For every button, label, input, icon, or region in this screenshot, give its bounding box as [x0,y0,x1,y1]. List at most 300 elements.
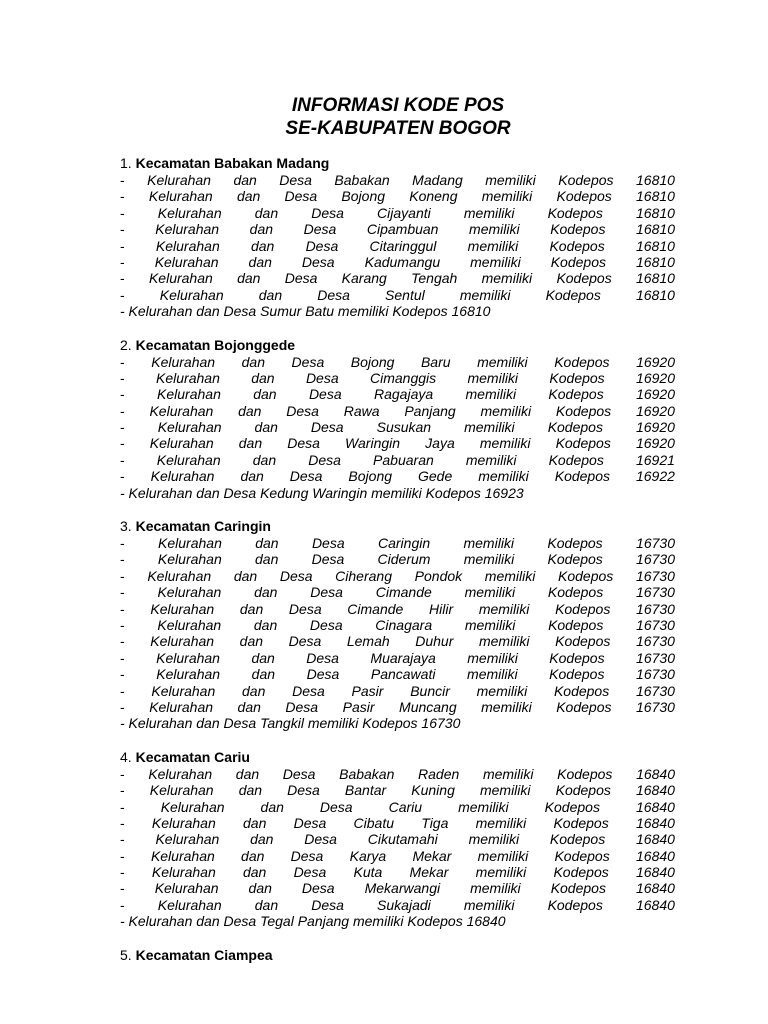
list-item-word: memiliki [479,435,531,452]
list-item-word: Kelurahan [150,847,215,864]
list-item-word: Desa [303,221,337,238]
list-item-word: Cinagara [375,616,433,633]
list-item-word: Kelurahan [147,172,211,188]
list-item-word: dan [238,402,262,419]
list-item-word: dan [243,814,267,831]
list-item-word: Citaringgul [369,237,437,254]
list-item [120,370,675,386]
list-item-word: 16730 [636,551,675,568]
list-item-word: Sukajadi [377,896,431,913]
list-item-word: - [120,682,125,699]
list-item-word: - [120,584,125,601]
list-item-word: - [120,798,125,815]
list-item [120,633,675,649]
list-item-word: Kodepos [548,386,604,403]
list-item-word: - [120,633,125,650]
list-item [120,782,675,798]
list-item-word: memiliki [477,847,529,864]
list-item-word: Caringin [377,535,431,552]
list-item-word: dan [260,798,284,815]
list-item-word: Kodepos [548,451,604,468]
list-item-word: Kelurahan [148,270,213,287]
list-item-word: dan [238,435,263,452]
list-item-word: dan [239,633,264,650]
document-title-line-1: INFORMASI KODE POS [291,95,505,116]
list-item-word: 16810 [635,204,675,221]
list-item [120,403,675,419]
list-item-word: Muarajaya [370,649,436,666]
list-item-word: memiliki [464,419,515,436]
list-item-word: 16730 [636,666,675,683]
list-item-word: - [120,369,125,386]
list-item-word: dan [254,896,279,913]
list-item-word: dan [252,451,277,468]
list-item [120,172,675,188]
list-item-word: memiliki [478,600,530,617]
list-item-word: 16920 [636,369,675,386]
list-item-last: - Kelurahan dan Desa Kedung Waringin memiliki Kodepos 16923 [120,484,524,501]
list-item-word: Desa [306,649,339,666]
list-item-word: Kadumangu [364,253,441,270]
list-item-word: dan [242,682,266,699]
list-item-word: Kodepos [554,353,610,370]
list-item-word: Kelurahan [150,600,215,617]
list-item-word: Desa [305,369,339,386]
list-item-word: Kodepos [549,369,605,386]
list-item-word: - [120,253,125,270]
list-item-word: dan [250,831,274,848]
list-item-word: - [120,402,125,419]
list-item-word: Karya [349,847,387,864]
list-item-word: Waringin [345,435,401,452]
list-item-word: memiliki [478,633,530,650]
list-item-word: Kelurahan [158,535,222,552]
list-item-word: Cimande [375,584,432,601]
list-item-word: Kuta [353,864,383,881]
list-item-word: Mekarwangi [364,880,441,897]
list-item-word: Kelurahan [157,616,222,633]
list-item-word: Kodepos [547,419,603,436]
list-item-word: 16810 [636,253,675,270]
list-item-word: Kelurahan [156,649,220,666]
list-item [120,848,675,864]
list-item-word: - [120,270,125,287]
list-item-word: - [120,237,125,254]
section-name: Kecamatan Bojonggede [135,336,296,353]
list-item-word: 16730 [635,633,675,650]
list-item-word: dan [237,270,261,287]
list-item [120,584,675,600]
list-item-word: Kodepos [547,896,603,913]
list-item-word: memiliki [482,765,534,782]
list-item-word: memiliki [481,698,532,715]
list-item-word: Desa [305,237,339,254]
list-item-word: Desa [311,535,345,552]
list-item-word: Jaya [425,435,455,452]
list-item-word: Desa [282,765,316,782]
list-item-last: - Kelurahan dan Desa Tegal Panjang memiliki Kodepos 16840 [120,913,506,930]
section-heading [120,337,675,354]
list-item-word: Pondok [414,567,463,584]
list-item-word: Raden [418,765,460,782]
section-name: Kecamatan Cariu [135,748,250,765]
list-item-word: Tengah [411,270,458,287]
list-item-word: dan [251,369,275,386]
list-item-word: Mekar [412,847,452,864]
list-item-word: - [120,188,125,205]
list-item-word: dan [254,584,278,601]
list-item-word: memiliki [479,782,531,799]
list-item-word: Kodepos [544,798,600,815]
list-item-word: Ragajaya [373,386,434,403]
list-item-word: - [120,765,125,782]
list-item-word: Kodepos [555,402,612,419]
list-item-last: - Kelurahan dan Desa Sumur Batu memiliki Kodepos 16810 [120,303,491,320]
list-item-word: 16810 [636,270,675,287]
list-item [120,468,675,484]
list-item-word: Pancawati [370,666,436,683]
list-item-word: 16730 [635,682,675,699]
list-item-word: Panjang [404,402,456,419]
list-item-word: Desa [292,682,325,699]
section-number: 2. [120,336,132,353]
list-item-word: Kodepos [550,221,606,238]
section-heading [120,518,675,535]
list-item-word: Desa [317,286,350,303]
list-item-word: Desa [279,567,313,584]
list-item [120,386,675,402]
list-item [120,551,675,567]
list-item-word: Kodepos [550,880,606,897]
list-item [120,435,675,451]
list-item-word: memiliki [458,798,509,815]
list-item-word: Kodepos [555,633,611,650]
list-item-word: Ciherang [335,567,392,584]
list-item [120,683,675,699]
list-item [120,188,675,204]
list-item-word: memiliki [475,864,527,881]
list-item-word: 16730 [636,649,675,666]
list-item-word: Desa [304,831,337,848]
list-item-word: Desa [284,270,318,287]
list-item-word: Bojong [341,188,386,205]
list-item-word: Kelurahan [149,698,214,715]
list-item-word: dan [248,880,272,897]
list-item-word: Kelurahan [157,419,222,436]
list-item-word: Duhur [415,633,454,650]
list-item-word: Madang [412,172,463,188]
section-heading [120,155,675,172]
list-item [120,666,675,682]
list-item-word: Kelurahan [151,353,216,370]
list-item-word: Kodepos [547,204,603,221]
list-item-word: 16920 [635,435,675,452]
list-item-word: 16920 [636,353,675,370]
list-item-word: dan [251,649,275,666]
list-item-word: Muncang [399,698,457,715]
list-item-word: Baru [420,353,451,370]
list-item-word: - [120,831,125,848]
list-item-word: 16840 [636,765,675,782]
list-item-word: Bojong [350,353,395,370]
list-item-word: Kodepos [555,782,611,799]
list-item-word: Kodepos [556,698,612,715]
list-item-word: dan [236,188,261,205]
list-item-word: Kodepos [553,814,609,831]
list-item-word: Kelurahan [155,221,220,238]
list-item-word: Kodepos [558,567,614,584]
list-item-word: - [120,435,125,452]
list-item-word: Rawa [343,402,380,419]
list-item-word: 16810 [636,172,675,188]
list-item-word: memiliki [481,188,533,205]
list-item-word: Pabuaran [373,451,434,468]
list-item-word: Cipambuan [366,221,439,238]
list-item-word: Koneng [409,188,458,205]
section-number: 4. [120,748,132,765]
list-item-word: Cariu [388,798,423,815]
list-item-word: - [120,616,125,633]
list-item-word: Kodepos [545,286,601,303]
list-item [120,799,675,815]
list-item-word: - [120,468,125,485]
list-item [120,419,675,435]
list-item [120,815,675,831]
list-item-word: Ciderum [377,551,431,568]
list-item-word: 16840 [635,880,675,897]
list-item-word: dan [242,864,267,881]
list-item [120,354,675,370]
list-item-word: Kodepos [558,172,614,188]
list-item-word: Kelurahan [156,451,221,468]
list-item-word: Bantar [344,782,387,799]
list-item-word: Karang [341,270,387,287]
list-item-word: dan [241,353,265,370]
list-item-word: - [120,880,125,897]
section-name: Kecamatan Babakan Madang [135,155,330,171]
list-item-word: Kelurahan [151,814,216,831]
list-item-word: - [120,896,125,913]
list-item-word: 16730 [636,535,675,552]
list-item-word: Kodepos [547,551,603,568]
list-item-word: 16810 [636,188,675,205]
list-item-word: Kodepos [557,765,613,782]
list-item [120,617,675,633]
section-spacer [120,320,675,337]
list-item-word: Kelurahan [155,237,220,254]
list-item-word: Kelurahan [156,369,220,386]
list-item-word: Desa [279,172,312,188]
section-number: 1. [120,155,132,171]
list-item-word: dan [253,386,277,403]
list-item-word: Desa [308,451,341,468]
list-item-word: Cibatu [353,814,395,831]
list-item-word: Desa [290,847,324,864]
section-heading [120,749,675,766]
list-item-word: Kodepos [549,237,605,254]
list-item-word: - [120,847,125,864]
list-item-word: dan [254,419,278,436]
list-item [120,880,675,896]
list-item-word: Kodepos [549,666,605,683]
list-item-word: Kodepos [554,468,611,485]
list-item-word: memiliki [478,468,529,485]
list-item-word: Kelurahan [149,782,214,799]
list-item [120,270,675,286]
list-item-word: Desa [311,204,344,221]
list-item-word: Pasir [342,698,375,715]
list-item-word: memiliki [464,616,516,633]
list-item-word: dan [240,468,264,485]
list-item-word: - [120,666,125,683]
list-item-word: dan [251,666,276,683]
list-item-word: Desa [291,353,325,370]
list-item-word: Babakan [339,765,395,782]
list-item-word: Kelurahan [149,402,214,419]
list-item-word: Kelurahan [157,896,222,913]
list-item-word: memiliki [484,567,536,584]
list-item-word: Babakan [334,172,390,188]
list-item-word: Desa [311,551,345,568]
list-item-word: 16840 [635,814,675,831]
list-item-word: - [120,419,125,436]
list-item-word: dan [258,286,283,303]
list-item-word: 16840 [635,896,675,913]
list-item-word: Desa [293,864,327,881]
list-item-word: Desa [301,880,335,897]
list-item-word: 16810 [635,237,675,254]
list-item-word: 16922 [635,468,675,485]
list-item-word: - [120,782,125,799]
list-item-word: Desa [311,896,344,913]
list-item-word: dan [254,204,279,221]
list-item-word: Kelurahan [157,204,222,221]
list-item-word: memiliki [463,204,515,221]
list-item-word: dan [253,616,278,633]
list-item-word: memiliki [480,402,532,419]
section-number: 3. [120,518,132,535]
list-item-word: memiliki [463,535,515,552]
section-spacer [120,501,675,518]
list-item-word: Kodepos [548,616,604,633]
list-item-word: Kelurahan [149,435,214,452]
list-item-word: Cimanggis [369,369,437,386]
list-item-word: memiliki [476,682,528,699]
list-item-word: Kelurahan [154,880,219,897]
list-item-word: 16810 [635,286,675,303]
list-item-word: - [120,600,125,617]
list-item-word: 16840 [635,798,675,815]
list-item-word: 16730 [636,616,675,633]
list-item-word: memiliki [459,286,511,303]
list-item [120,699,675,715]
list-item-word: - [120,551,125,568]
list-item-word: dan [233,172,257,188]
list-item-word: 16920 [636,386,675,403]
list-item-word: Desa [286,402,319,419]
list-item [120,897,675,913]
list-item-word: memiliki [464,584,516,601]
list-item-word: 16730 [636,584,675,601]
list-item-word: Desa [289,468,323,485]
section-name: Kecamatan Ciampea [135,946,273,963]
list-item-word: Hilir [429,600,454,617]
list-item [120,650,675,666]
list-item-word: Desa [310,584,343,601]
list-item-word: Mekar [409,864,449,881]
list-item-word: 16840 [636,831,675,848]
list-item-word: - [120,567,125,584]
list-item-word: memiliki [467,237,519,254]
list-item-word: Susukan [376,419,432,436]
list-item-word: dan [241,847,265,864]
list-item-word: 16920 [635,402,675,419]
list-item-word: Desa [288,600,322,617]
list-item-word: dan [248,253,272,270]
list-item-word: Bojong [348,468,393,485]
list-item-word: memiliki [475,814,527,831]
list-item-word: Buncir [410,682,450,699]
list-item-word: Cikutamahi [367,831,438,848]
list-item-word: Kodepos [553,682,610,699]
section-number: 5. [120,946,132,963]
list-item-word: dan [250,237,275,254]
list-item [120,831,675,847]
list-item-word: memiliki [470,253,521,270]
postal-code-list [120,155,675,964]
list-item-word: memiliki [465,386,517,403]
list-item-word: 16730 [636,698,675,715]
list-item-word: Desa [287,435,320,452]
list-item-word: dan [237,698,261,715]
list-item-word: Desa [293,814,327,831]
list-item-word: dan [238,782,263,799]
list-item-word: Pasir [351,682,384,699]
list-item-word: Kodepos [556,270,612,287]
list-item-word: - [120,204,125,221]
list-item [120,254,675,270]
list-item-word: memiliki [477,353,528,370]
list-item-word: - [120,814,125,831]
list-item [120,452,675,468]
list-item-word: memiliki [465,451,517,468]
list-item-word: memiliki [467,369,519,386]
list-item-word: dan [255,535,279,552]
list-item-word: 16840 [635,782,675,799]
list-item-word: Gede [417,468,453,485]
list-item [120,221,675,237]
list-item-word: - [120,221,125,238]
list-item-word: Tiga [421,814,449,831]
list-item-word: Cimande [347,600,404,617]
list-item-word: dan [235,765,260,782]
list-item [120,568,675,584]
list-item-word: Kodepos [547,535,603,552]
list-item-word: - [120,864,125,881]
list-item-word: Desa [319,798,353,815]
list-item-word: memiliki [481,270,533,287]
list-item-word: - [120,535,125,552]
list-item-word: dan [233,567,258,584]
list-item-word: 16840 [636,847,675,864]
list-item-word: - [120,698,125,715]
list-item-word: Kodepos [549,831,606,848]
list-item-word: Kodepos [550,253,606,270]
section-spacer [120,732,675,749]
list-item-word: Kelurahan [151,864,216,881]
list-item-word: memiliki [485,172,536,188]
list-item-word: Kelurahan [157,386,221,403]
